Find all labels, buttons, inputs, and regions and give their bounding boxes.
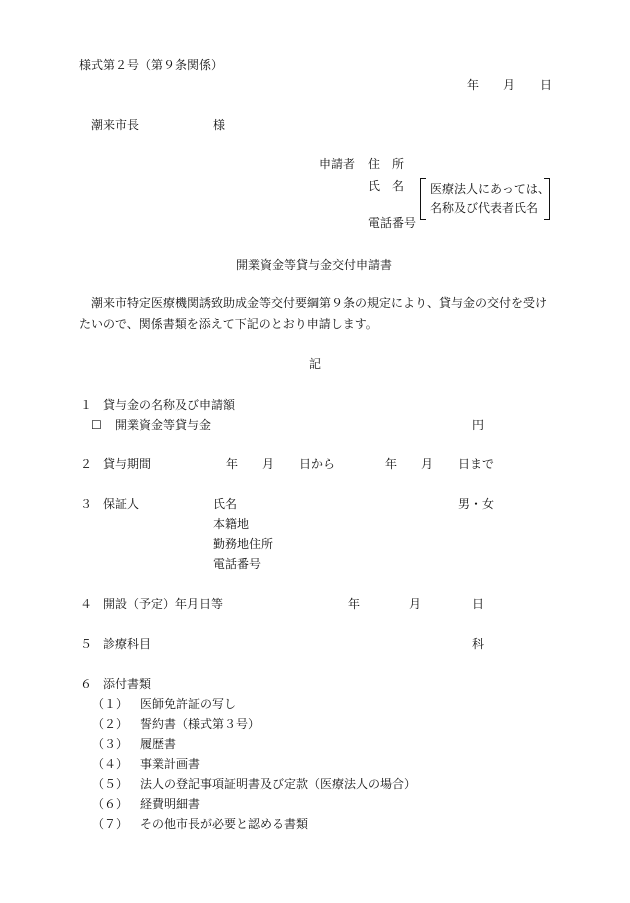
attachment-item-3-text: 履歴書 (140, 737, 177, 751)
addressee-name: 潮来市長 (91, 118, 140, 132)
guarantor-work-label: 勤務地住所 (213, 537, 274, 551)
item4-month: 月 (409, 597, 422, 611)
attachment-item-5-number: （５） (92, 777, 129, 791)
item6-number: ６ (80, 677, 93, 691)
item1-sub: 開業資金等貸与金 (115, 418, 212, 432)
item2-from: 日から (299, 457, 336, 471)
attachment-item-7-text: その他市長が必要と認める書類 (140, 817, 309, 831)
item4-label: 開設（予定）年月日等 (103, 597, 224, 611)
intro-line1: 潮来市特定医療機関誘致助成金等交付要綱第９条の規定により、貸与金の交付を受け (91, 296, 548, 310)
item1-number: １ (80, 398, 93, 412)
attachment-item-6-number: （６） (92, 797, 129, 811)
right-bracket (544, 178, 550, 220)
date-year: 年 (467, 78, 480, 92)
applicant-label: 申請者 (319, 157, 356, 171)
ki-heading: 記 (309, 357, 322, 371)
form-number: 様式第２号（第９条関係） (79, 58, 224, 72)
guarantor-name-label: 氏名 (213, 497, 238, 511)
attachment-item-2-number: （２） (92, 717, 129, 731)
attachment-item-4-number: （４） (92, 757, 129, 771)
item3-number: ３ (80, 497, 93, 511)
attachment-item-1-number: （１） (92, 697, 129, 711)
item4-day: 日 (472, 597, 485, 611)
item3-label: 保証人 (103, 497, 140, 511)
item1-unit: 円 (472, 418, 485, 432)
attachment-item-7-number: （７） (92, 817, 129, 831)
item5-number: ５ (80, 637, 93, 651)
item2-label: 貸与期間 (103, 457, 152, 471)
item4-year: 年 (348, 597, 361, 611)
date-day: 日 (540, 78, 553, 92)
attachment-item-5-text: 法人の登記事項証明書及び定款（医療法人の場合） (140, 777, 417, 791)
attachment-item-4-text: 事業計画書 (140, 757, 201, 771)
document-title: 開業資金等貸与金交付申請書 (236, 258, 393, 272)
corporation-note-line2: 名称及び代表者氏名 (430, 201, 539, 215)
item2-to: 日まで (458, 457, 495, 471)
corporation-note-bracket (420, 178, 550, 218)
item4-number: ４ (80, 597, 93, 611)
corporation-note-line1: 医療法人にあっては、 (430, 182, 550, 196)
item2-month2: 月 (421, 457, 434, 471)
item2-year2: 年 (385, 457, 398, 471)
item5-unit: 科 (472, 637, 485, 651)
applicant-phone-label: 電話番号 (368, 216, 417, 230)
loan-checkbox[interactable]: ☐ (91, 418, 102, 432)
addressee-honorific: 様 (213, 118, 226, 132)
attachment-item-6-text: 経費明細書 (140, 797, 201, 811)
left-bracket (420, 178, 426, 220)
item2-number: ２ (80, 457, 93, 471)
item6-label: 添付書類 (103, 677, 152, 691)
applicant-name-label: 氏 名 (368, 179, 405, 193)
guarantor-domicile-label: 本籍地 (213, 517, 250, 531)
item1-label: 貸与金の名称及び申請額 (103, 398, 236, 412)
attachment-item-3-number: （３） (92, 737, 129, 751)
guarantor-sex: 男・女 (458, 497, 495, 511)
date-month: 月 (503, 78, 516, 92)
attachment-item-1-text: 医師免許証の写し (140, 697, 237, 711)
applicant-address-label: 住 所 (368, 157, 405, 171)
attachment-item-2-text: 誓約書（様式第３号） (140, 717, 261, 731)
item2-year1: 年 (226, 457, 239, 471)
item2-month1: 月 (262, 457, 275, 471)
intro-line2: たいので、関係書類を添えて下記のとおり申請します。 (79, 317, 378, 331)
guarantor-phone-label: 電話番号 (213, 557, 262, 571)
item5-label: 診療科目 (103, 637, 152, 651)
